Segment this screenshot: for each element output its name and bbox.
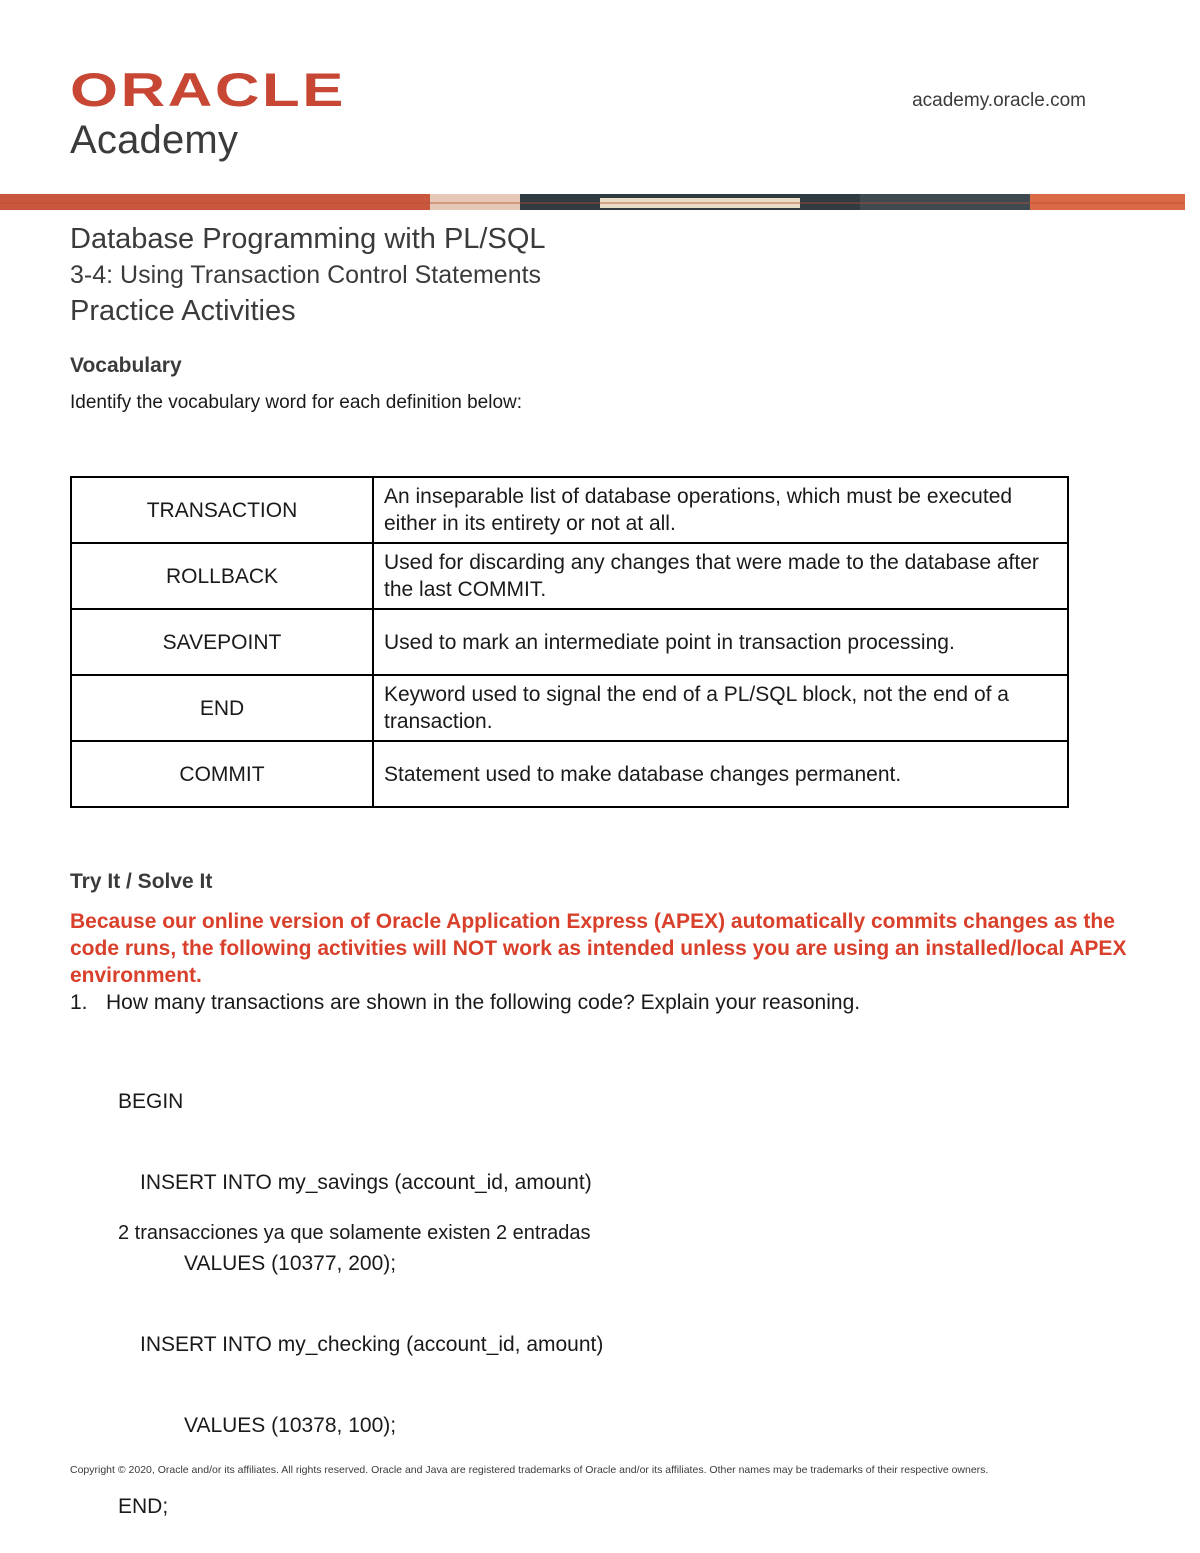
vocab-definition: Used for discarding any changes that were made to the database after the last COMMIT. — [373, 543, 1068, 609]
table-row — [71, 543, 1068, 609]
lesson-title: 3-4: Using Transaction Control Statements — [70, 261, 542, 289]
code-line: END; — [118, 1495, 169, 1518]
code-line: VALUES (10378, 100); — [184, 1414, 397, 1437]
vocab-definition: Keyword used to signal the end of a PL/SQL block, not the end of a transaction. — [373, 675, 1068, 741]
academy-logo-text: Academy — [70, 118, 239, 162]
vocab-definition: Statement used to make database changes permanent. — [373, 741, 1068, 807]
answer-text: 2 transacciones ya que solamente existen 2 entradas — [118, 1222, 591, 1244]
activity-kind: Practice Activities — [70, 295, 296, 327]
code-line: INSERT INTO my_checking (account_id, amount) — [140, 1333, 604, 1356]
try-it-heading: Try It / Solve It — [70, 870, 213, 893]
vocab-term: COMMIT — [71, 741, 373, 807]
oracle-logo — [70, 66, 350, 114]
vocab-term: TRANSACTION — [71, 477, 373, 543]
vocab-definition: Used to mark an intermediate point in transaction processing. — [373, 609, 1068, 675]
question-number: 1. — [70, 991, 88, 1014]
decorative-banner — [0, 194, 1185, 210]
svg-text:ORACLE: ORACLE — [70, 66, 346, 114]
vocab-definition: An inseparable list of database operations, which must be executed either in its entirety or not at all. — [373, 477, 1068, 543]
vocab-term: END — [71, 675, 373, 741]
vocabulary-table — [70, 476, 1069, 808]
vocab-term: ROLLBACK — [71, 543, 373, 609]
course-title: Database Programming with PL/SQL — [70, 223, 546, 255]
site-url: academy.oracle.com — [912, 90, 1086, 111]
table-row — [71, 741, 1068, 807]
apex-warning: Because our online version of Oracle Application Express (APEX) automatically commits changes as the code runs, the following activities will NOT work as intended unless you are using an installed/local APEX environment. — [70, 910, 1127, 987]
table-row — [71, 477, 1068, 543]
code-line: BEGIN — [118, 1090, 184, 1113]
table-row — [71, 675, 1068, 741]
vocabulary-instruction: Identify the vocabulary word for each definition below: — [70, 392, 523, 413]
copyright-footer: Copyright © 2020, Oracle and/or its affiliates. All rights reserved. Oracle and Java are registered trademarks of Oracle and/or its affiliates. Other names may be trademarks of their respective owners. — [70, 1464, 989, 1476]
question-text: How many transactions are shown in the following code? Explain your reasoning. — [106, 991, 861, 1014]
vocabulary-heading: Vocabulary — [70, 354, 182, 377]
vocab-term: SAVEPOINT — [71, 609, 373, 675]
code-line: VALUES (10377, 200); — [184, 1252, 397, 1275]
code-line: INSERT INTO my_savings (account_id, amount) — [140, 1171, 592, 1194]
question-1 — [70, 989, 860, 1017]
title-block — [70, 220, 546, 330]
table-row — [71, 609, 1068, 675]
